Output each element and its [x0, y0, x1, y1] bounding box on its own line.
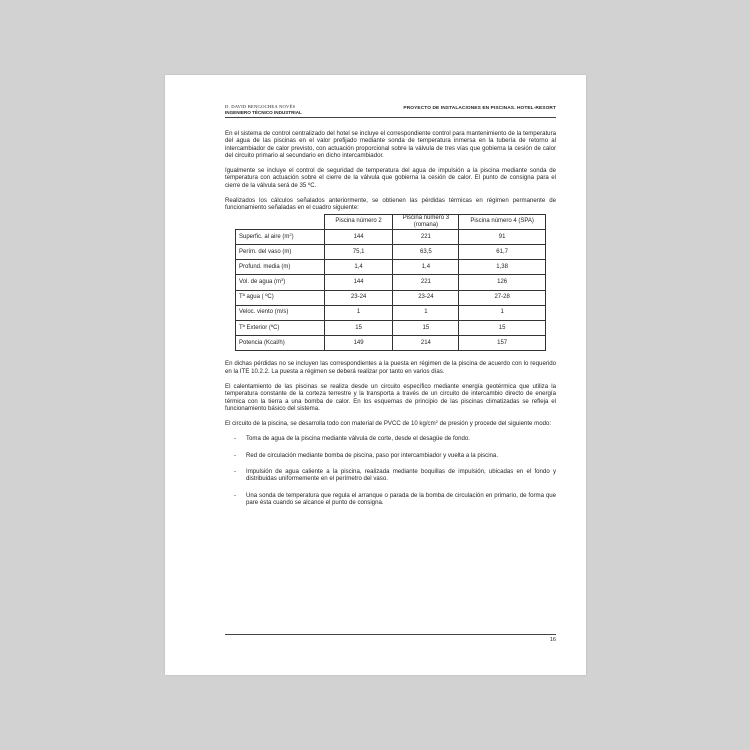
table-cell: 149 — [324, 336, 393, 351]
table-row-label: Superfic. al aire $(m^2)$ — [236, 229, 325, 244]
table-cell: 1,4 — [324, 260, 393, 275]
table-cell: 221 — [393, 229, 459, 244]
page-number: 16 — [549, 637, 556, 643]
table-header-cell: Piscina número 4 (SPA) — [459, 214, 546, 229]
thermal-losses-table — [235, 214, 546, 352]
table-cell: 27-28 — [459, 290, 546, 305]
table-row-label: Tª agua ( ºC) — [236, 290, 325, 305]
paragraph-5: El calentamiento de las piscinas se realiza desde un circuito específico mediante energía geotérmica que utiliza la temperatura constante de la corteza terrestre y la transporta a través de un circuito de intercambio directo de energía térmica con la tierra a una bomba de calor. En los esquemas de principio de las piscinas climatizadas se refleja el funcionamiento básico del sistema. — [225, 382, 556, 412]
table-cell: 1 — [324, 305, 393, 320]
table-cell: 23-24 — [393, 290, 459, 305]
table-cell: 1,4 — [393, 260, 459, 275]
table-cell: 1 — [393, 305, 459, 320]
table-cell: 15 — [459, 320, 546, 335]
header-author-block — [225, 104, 302, 115]
table-row — [236, 260, 546, 275]
table-row — [236, 245, 546, 260]
table-cell: 61,7 — [459, 245, 546, 260]
table-row — [236, 336, 546, 351]
table-cell: 23-24 — [324, 290, 393, 305]
table-header-row — [236, 214, 546, 229]
paragraph-4: En dichas pérdidas no se incluyen las correspondientes a la puesta en régimen de la piscina de acuerdo con lo requerido en la ITE 10.2.2. La puesta a régimen se deberá realizar por tanto en varios días. — [225, 360, 556, 375]
header-author: D. DAVID BENGOCHEA NOVÉS — [225, 104, 296, 109]
table-row — [236, 275, 546, 290]
table-cell: 144 — [324, 229, 393, 244]
table-cell: 126 — [459, 275, 546, 290]
table-row-label: Perím. del vaso (m) — [236, 245, 325, 260]
table-row — [236, 229, 546, 244]
list-item: - Una sonda de temperatura que regula el arranque o parada de la bomba de circulación en primario, de forma que pare ésta cuando se alcance el punto de consigna. — [225, 492, 556, 507]
table-cell: 63,5 — [393, 245, 459, 260]
table-row — [236, 320, 546, 335]
document-page — [165, 75, 586, 675]
table-header-cell: Piscina número 2 — [324, 214, 393, 229]
paragraph-3: Realizados los cálculos señalados anteriormente, se obtienen las pérdidas térmicas en régimen permanente de funcionamiento señaladas en el cuadro siguiente: — [225, 197, 556, 212]
table-cell: 221 — [393, 275, 459, 290]
footer-divider — [225, 634, 556, 635]
table-cell: 214 — [393, 336, 459, 351]
procedure-list — [225, 435, 556, 506]
table-row-label: Tª Exterior (ºC) — [236, 320, 325, 335]
table-row — [236, 305, 546, 320]
document-body — [225, 130, 556, 515]
list-item: - Toma de agua de la piscina mediante válvula de corte, desde el desagüe de fondo. — [225, 435, 556, 442]
header-divider — [225, 117, 556, 118]
table-cell: 75,1 — [324, 245, 393, 260]
paragraph-1: En el sistema de control centralizado del hotel se incluye el correspondiente control para mantenimiento de la temperatura del agua de las piscinas en el valor prefijado mediante sonda de temperatura inmersa en la tubería de retorno al intercambiador de calor previsto, con actuación proporcional sobre la válvula de tres vías que gobierna la cesión de calor del circuito primario al secundario en dicho intercambiador. — [225, 130, 556, 159]
header-project-title: PROYECTO DE INSTALACIONES EN PISCINAS. HOTEL-RESORT — [403, 106, 556, 111]
table-row-label: Profund. media (m) — [236, 260, 325, 275]
table-header-cell: Piscina número 3 (romana) — [393, 214, 459, 229]
table-row-label: Veloc. viento (m/s) — [236, 305, 325, 320]
table-cell: 1 — [459, 305, 546, 320]
table-cell: 157 — [459, 336, 546, 351]
list-item: - Impulsión de agua caliente a la piscina, realizada mediante boquillas de impulsión, ubicadas en el fondo y distribuidas uniformemente en el perímetro del vaso. — [225, 468, 556, 483]
table-cell: 15 — [393, 320, 459, 335]
table-corner-cell — [236, 214, 325, 229]
table-cell: 144 — [324, 275, 393, 290]
table-cell: 91 — [459, 229, 546, 244]
table-row-label: Potencia (Kcal/h) — [236, 336, 325, 351]
table-cell: 1,38 — [459, 260, 546, 275]
list-item: - Red de circulación mediante bomba de piscina, paso por intercambiador y vuelta a la piscina. — [225, 452, 556, 459]
header-author-title: INGENIERO TÉCNICO INDUSTRIAL — [225, 109, 302, 115]
paragraph-6: El circuito de la piscina, se desarrolla todo con material de PVCC de 10 $kg/cm^2$ de presión y procede del siguiente modo: — [225, 419, 552, 428]
table-row-label: Vol. de agua $(m^3)$ — [236, 275, 325, 290]
table-cell: 15 — [324, 320, 393, 335]
table-row — [236, 290, 546, 305]
paragraph-2: Igualmente se incluye el control de seguridad de temperatura del agua de impulsión a la piscina mediante sonda de temperatura con actuación sobre el cierre de la válvula que gobierna la cesión de calor. El punto de consigna para el cierre de la válvula será de 35 ºC. — [225, 167, 556, 189]
